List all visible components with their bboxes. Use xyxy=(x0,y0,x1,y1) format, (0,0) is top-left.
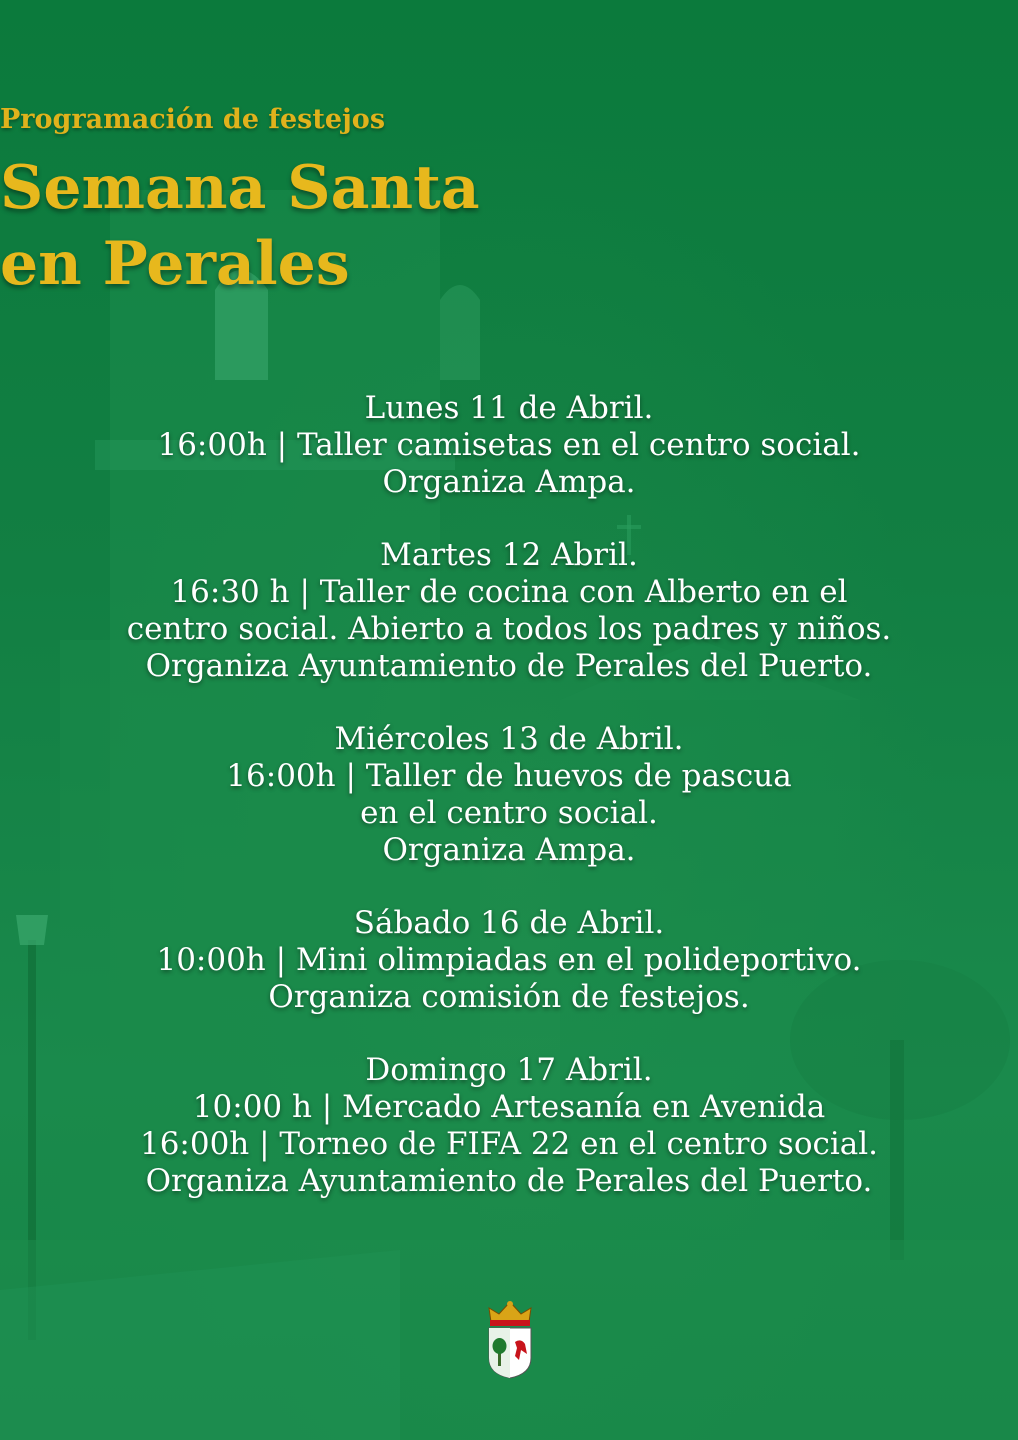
event-line: Organiza comisión de festejos. xyxy=(268,979,750,1015)
event-line: Organiza Ayuntamiento de Perales del Puerto. xyxy=(145,648,873,684)
event-miercoles xyxy=(0,721,1018,869)
event-line: Organiza Ampa. xyxy=(382,464,636,500)
event-line: 16:00h | Taller de huevos de pascua xyxy=(226,758,792,794)
event-line: Organiza Ampa. xyxy=(382,832,636,868)
event-line: 10:00 h | Mercado Artesanía en Avenida xyxy=(192,1089,826,1125)
event-line: 16:00h | Taller camisetas en el centro social. xyxy=(157,427,861,463)
events-list xyxy=(0,390,1018,1236)
event-line: 16:30 h | Taller de cocina con Alberto en el xyxy=(170,574,848,610)
event-line: 16:00h | Torneo de FIFA 22 en el centro social. xyxy=(139,1126,879,1162)
event-line: 10:00h | Mini olimpiadas en el polideportivo. xyxy=(156,942,862,978)
event-date: Lunes 11 de Abril. xyxy=(364,390,654,426)
event-line: centro social. Abierto a todos los padres y niños. xyxy=(126,611,892,647)
event-line: en el centro social. xyxy=(360,795,658,831)
title-line-2: en Perales xyxy=(0,229,350,299)
event-line: Organiza Ayuntamiento de Perales del Puerto. xyxy=(145,1163,873,1199)
event-date: Sábado 16 de Abril. xyxy=(353,905,665,941)
event-sabado xyxy=(0,905,1018,1016)
page-title xyxy=(0,150,1018,302)
subtitle: Programación de festejos xyxy=(0,104,386,135)
event-martes xyxy=(0,537,1018,685)
event-lunes xyxy=(0,390,1018,501)
coat-of-arms-icon xyxy=(485,1298,535,1380)
event-date: Martes 12 Abril. xyxy=(380,537,638,573)
title-line-1: Semana Santa xyxy=(0,153,480,223)
event-date: Domingo 17 Abril. xyxy=(365,1052,653,1088)
event-date: Miércoles 13 de Abril. xyxy=(334,721,684,757)
event-domingo xyxy=(0,1052,1018,1200)
